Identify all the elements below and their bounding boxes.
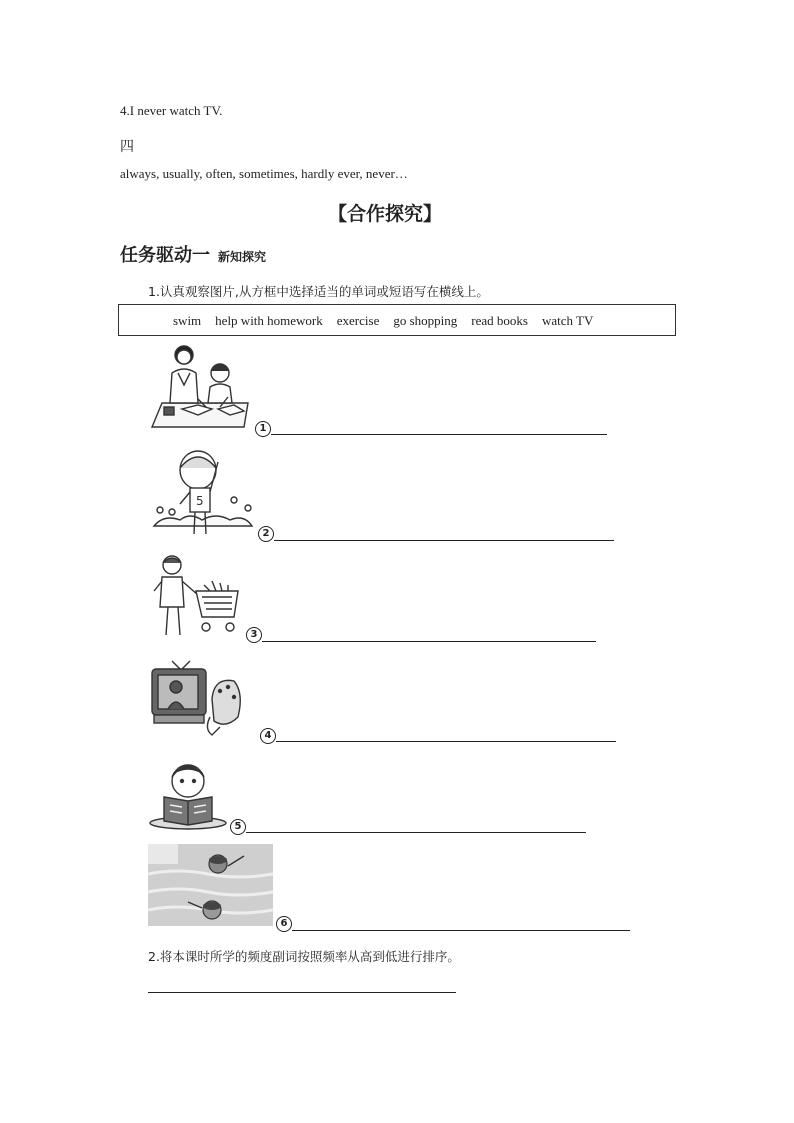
item-marker-3: 3 <box>246 627 262 643</box>
answer-line-4[interactable] <box>276 741 616 742</box>
word-go-shopping: go shopping <box>393 313 458 328</box>
q2-answer-line[interactable] <box>148 992 456 993</box>
picture-help-homework <box>150 343 252 431</box>
answer-line-5[interactable] <box>246 832 586 833</box>
adverb-list: always, usually, often, sometimes, hardly ever, never… <box>120 166 408 181</box>
svg-text:5: 5 <box>196 494 204 508</box>
task-heading <box>120 241 266 267</box>
word-bank <box>173 313 607 329</box>
answer-line-3[interactable] <box>262 641 596 642</box>
item-marker-1: 1 <box>255 421 271 437</box>
word-swim: swim <box>173 313 202 328</box>
section-title: 【合作探究】 <box>328 203 443 225</box>
answer-line-1[interactable] <box>271 434 607 435</box>
task-title: 任务驱动一 <box>120 245 210 266</box>
item-marker-5: 5 <box>230 819 246 835</box>
section-label: 四 <box>120 140 134 155</box>
answer-line-2[interactable] <box>274 540 614 541</box>
item-marker-2: 2 <box>258 526 274 542</box>
picture-swim <box>148 844 273 926</box>
word-watch-tv: watch TV <box>541 313 594 328</box>
word-bank-box <box>118 304 676 336</box>
answer-line-6[interactable] <box>292 930 630 931</box>
answer-item-4: 4.I never watch TV. <box>120 103 223 118</box>
picture-go-shopping <box>150 551 245 641</box>
q2-instruction: 2.将本课时所学的频度副词按照频率从高到低进行排序。 <box>148 949 460 964</box>
q1-instruction: 1.认真观察图片,从方框中选择适当的单词或短语写在横线上。 <box>148 284 489 299</box>
word-help-with-homework: help with homework <box>215 313 323 328</box>
word-exercise: exercise <box>336 313 380 328</box>
item-marker-6: 6 <box>276 916 292 932</box>
picture-read-books <box>148 755 228 831</box>
task-subtitle: 新知探究 <box>218 250 267 264</box>
picture-exercise <box>150 448 255 536</box>
item-marker-4: 4 <box>260 728 276 744</box>
picture-watch-tv <box>150 657 242 739</box>
word-read-books: read books <box>471 313 528 328</box>
